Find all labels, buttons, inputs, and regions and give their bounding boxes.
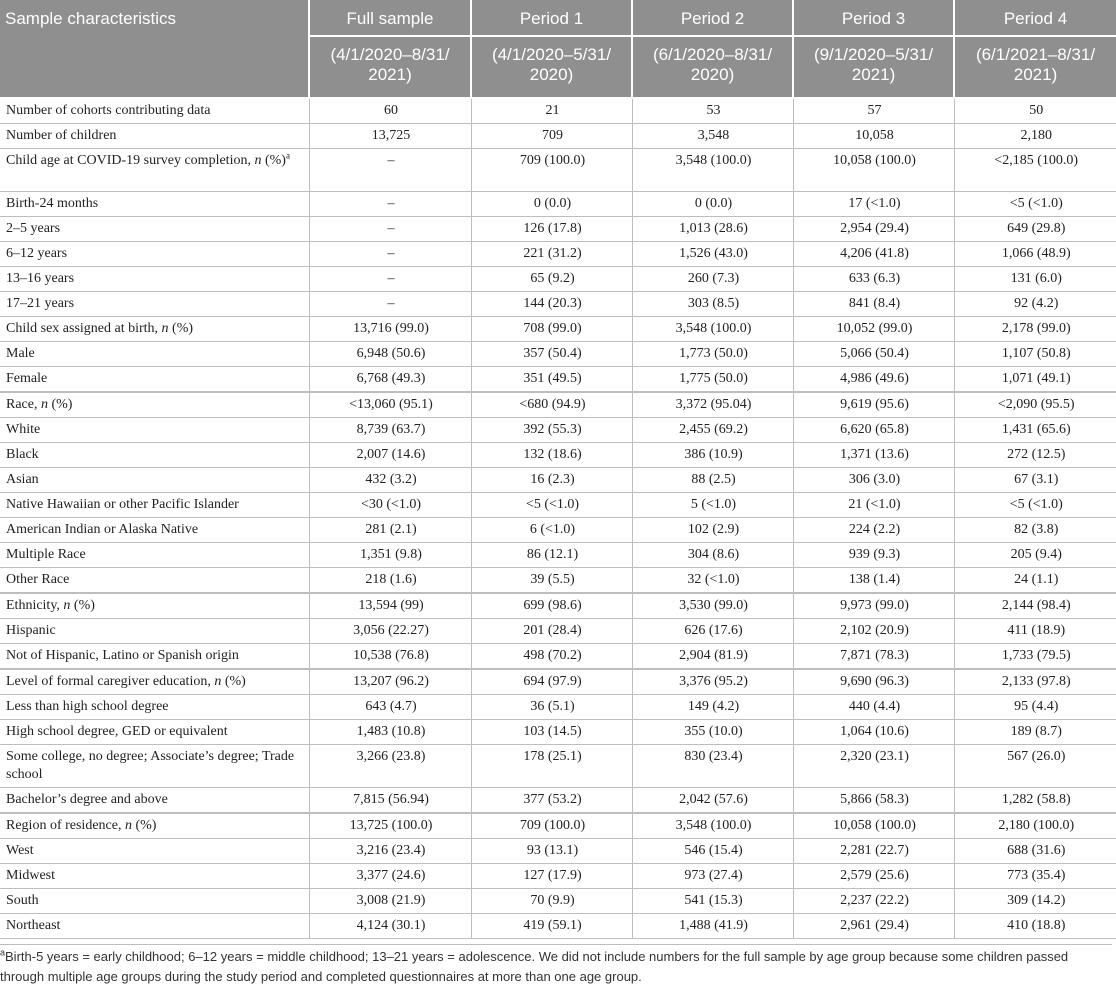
cell-period-2: 88 (2.5) — [632, 468, 793, 493]
cell-period-4: 411 (18.9) — [954, 619, 1116, 644]
cell-period-1: 419 (59.1) — [471, 914, 632, 939]
table-row — [0, 813, 1116, 839]
cell-period-1: 221 (31.2) — [471, 242, 632, 267]
cell-period-1: 699 (98.6) — [471, 593, 632, 619]
table-body — [0, 98, 1116, 939]
cell-full-sample: 3,056 (22.27) — [309, 619, 471, 644]
table-row — [0, 443, 1116, 468]
row-label: Native Hawaiian or other Pacific Islander — [0, 493, 309, 518]
row-label: 13–16 years — [0, 267, 309, 292]
cell-full-sample: 8,739 (63.7) — [309, 418, 471, 443]
cell-full-sample: 281 (2.1) — [309, 518, 471, 543]
table-header — [0, 0, 1116, 98]
cell-full-sample: 218 (1.6) — [309, 568, 471, 594]
cell-period-1: 127 (17.9) — [471, 864, 632, 889]
cell-period-3: 2,281 (22.7) — [793, 839, 954, 864]
cell-full-sample: 13,207 (96.2) — [309, 669, 471, 695]
header-period-1: Period 1 — [471, 0, 632, 36]
cell-period-3: 21 (<1.0) — [793, 493, 954, 518]
cell-period-2: 260 (7.3) — [632, 267, 793, 292]
cell-period-1: 21 — [471, 98, 632, 124]
header-date-line: (4/1/2020–5/31/ — [491, 45, 612, 64]
cell-period-4: 205 (9.4) — [954, 543, 1116, 568]
cell-period-2: 355 (10.0) — [632, 720, 793, 745]
cell-period-3: 57 — [793, 98, 954, 124]
table-row — [0, 124, 1116, 149]
cell-full-sample: 3,266 (23.8) — [309, 745, 471, 788]
header-period-2-dates — [632, 36, 793, 98]
cell-period-2: 149 (4.2) — [632, 695, 793, 720]
row-label: 6–12 years — [0, 242, 309, 267]
cell-period-3: 2,237 (22.2) — [793, 889, 954, 914]
cell-period-2: 1,488 (41.9) — [632, 914, 793, 939]
cell-full-sample: 432 (3.2) — [309, 468, 471, 493]
cell-period-4: 272 (12.5) — [954, 443, 1116, 468]
cell-period-4: 92 (4.2) — [954, 292, 1116, 317]
cell-period-2: 1,773 (50.0) — [632, 342, 793, 367]
cell-period-2: 3,376 (95.2) — [632, 669, 793, 695]
table-footnote — [0, 944, 1112, 987]
cell-period-1: 201 (28.4) — [471, 619, 632, 644]
cell-period-4: 2,144 (98.4) — [954, 593, 1116, 619]
header-date-line: 2020) — [529, 65, 574, 84]
header-period-1-dates — [471, 36, 632, 98]
cell-period-4: <5 (<1.0) — [954, 493, 1116, 518]
row-label: Ethnicity, n (%) — [0, 593, 309, 619]
cell-period-3: 9,619 (95.6) — [793, 392, 954, 418]
cell-full-sample: 13,594 (99) — [309, 593, 471, 619]
table-row — [0, 619, 1116, 644]
cell-period-4: 67 (3.1) — [954, 468, 1116, 493]
cell-full-sample: 6,948 (50.6) — [309, 342, 471, 367]
cell-period-1: 103 (14.5) — [471, 720, 632, 745]
cell-period-1: 16 (2.3) — [471, 468, 632, 493]
cell-period-3: 10,058 (100.0) — [793, 813, 954, 839]
header-date-line: 2021) — [368, 65, 412, 84]
table-row — [0, 864, 1116, 889]
table-row — [0, 695, 1116, 720]
cell-period-1: 351 (49.5) — [471, 367, 632, 393]
row-label: American Indian or Alaska Native — [0, 518, 309, 543]
cell-period-3: 4,206 (41.8) — [793, 242, 954, 267]
row-label: Less than high school degree — [0, 695, 309, 720]
cell-period-4: 50 — [954, 98, 1116, 124]
row-label: Asian — [0, 468, 309, 493]
cell-full-sample: 13,716 (99.0) — [309, 317, 471, 342]
cell-period-4: 2,133 (97.8) — [954, 669, 1116, 695]
cell-full-sample: 6,768 (49.3) — [309, 367, 471, 393]
cell-period-2: 2,904 (81.9) — [632, 644, 793, 670]
cell-period-1: 86 (12.1) — [471, 543, 632, 568]
cell-period-1: 0 (0.0) — [471, 192, 632, 217]
cell-period-4: 567 (26.0) — [954, 745, 1116, 788]
cell-period-4: 773 (35.4) — [954, 864, 1116, 889]
table-row — [0, 98, 1116, 124]
cell-period-1: 709 — [471, 124, 632, 149]
table-row — [0, 889, 1116, 914]
cell-full-sample: – — [309, 149, 471, 192]
row-label: 17–21 years — [0, 292, 309, 317]
cell-period-2: 32 (<1.0) — [632, 568, 793, 594]
cell-period-3: 5,866 (58.3) — [793, 788, 954, 814]
cell-period-3: 6,620 (65.8) — [793, 418, 954, 443]
row-label: Birth-24 months — [0, 192, 309, 217]
cell-period-4: 410 (18.8) — [954, 914, 1116, 939]
cell-period-1: 39 (5.5) — [471, 568, 632, 594]
cell-period-3: 440 (4.4) — [793, 695, 954, 720]
cell-full-sample: 1,483 (10.8) — [309, 720, 471, 745]
cell-period-1: 178 (25.1) — [471, 745, 632, 788]
cell-full-sample: 3,008 (21.9) — [309, 889, 471, 914]
header-date-line: (9/1/2020–5/31/ — [813, 45, 934, 64]
cell-period-4: <2,090 (95.5) — [954, 392, 1116, 418]
cell-full-sample: 1,351 (9.8) — [309, 543, 471, 568]
cell-period-3: 7,871 (78.3) — [793, 644, 954, 670]
cell-period-3: 2,954 (29.4) — [793, 217, 954, 242]
header-period-4: Period 4 — [954, 0, 1116, 36]
table-row — [0, 292, 1116, 317]
cell-period-4: 2,180 (100.0) — [954, 813, 1116, 839]
cell-period-1: 709 (100.0) — [471, 813, 632, 839]
row-label: Northeast — [0, 914, 309, 939]
header-full-sample-dates — [309, 36, 471, 98]
cell-period-4: 1,733 (79.5) — [954, 644, 1116, 670]
cell-period-1: 357 (50.4) — [471, 342, 632, 367]
cell-period-2: 830 (23.4) — [632, 745, 793, 788]
table-row — [0, 367, 1116, 393]
header-sample-characteristics: Sample characteristics — [0, 0, 309, 98]
row-label: Race, n (%) — [0, 392, 309, 418]
cell-period-3: 2,961 (29.4) — [793, 914, 954, 939]
table-row — [0, 392, 1116, 418]
header-date-line: 2021) — [1013, 65, 1058, 84]
table-row — [0, 568, 1116, 594]
table-row — [0, 242, 1116, 267]
cell-period-2: 0 (0.0) — [632, 192, 793, 217]
cell-period-2: 3,548 — [632, 124, 793, 149]
table-row — [0, 839, 1116, 864]
cell-period-2: 386 (10.9) — [632, 443, 793, 468]
row-label: Hispanic — [0, 619, 309, 644]
row-label: 2–5 years — [0, 217, 309, 242]
cell-period-3: 633 (6.3) — [793, 267, 954, 292]
row-label: West — [0, 839, 309, 864]
cell-full-sample: – — [309, 267, 471, 292]
row-label: Not of Hispanic, Latino or Spanish origin — [0, 644, 309, 670]
row-label: Other Race — [0, 568, 309, 594]
cell-period-3: 2,320 (23.1) — [793, 745, 954, 788]
cell-full-sample: 3,216 (23.4) — [309, 839, 471, 864]
cell-period-3: 2,579 (25.6) — [793, 864, 954, 889]
cell-full-sample: 643 (4.7) — [309, 695, 471, 720]
cell-period-2: 546 (15.4) — [632, 839, 793, 864]
row-label: White — [0, 418, 309, 443]
cell-period-3: 2,102 (20.9) — [793, 619, 954, 644]
row-label: Black — [0, 443, 309, 468]
cell-period-1: 694 (97.9) — [471, 669, 632, 695]
cell-period-2: 2,042 (57.6) — [632, 788, 793, 814]
cell-period-3: 224 (2.2) — [793, 518, 954, 543]
cell-period-1: 709 (100.0) — [471, 149, 632, 192]
cell-full-sample: 13,725 (100.0) — [309, 813, 471, 839]
cell-period-3: 1,064 (10.6) — [793, 720, 954, 745]
cell-period-4: 1,282 (58.8) — [954, 788, 1116, 814]
row-label: Region of residence, n (%) — [0, 813, 309, 839]
cell-period-3: 9,690 (96.3) — [793, 669, 954, 695]
header-period-3: Period 3 — [793, 0, 954, 36]
cell-full-sample: 3,377 (24.6) — [309, 864, 471, 889]
cell-period-3: 4,986 (49.6) — [793, 367, 954, 393]
cell-period-4: 1,107 (50.8) — [954, 342, 1116, 367]
row-label: Number of cohorts contributing data — [0, 98, 309, 124]
table-row — [0, 788, 1116, 814]
header-date-line: 2020) — [690, 65, 735, 84]
cell-period-4: <2,185 (100.0) — [954, 149, 1116, 192]
header-period-2: Period 2 — [632, 0, 793, 36]
cell-full-sample: 10,538 (76.8) — [309, 644, 471, 670]
table-row — [0, 914, 1116, 939]
cell-period-1: 36 (5.1) — [471, 695, 632, 720]
row-label: Child age at COVID-19 survey completion, n (%)$^a$ — [0, 149, 309, 192]
cell-period-1: 377 (53.2) — [471, 788, 632, 814]
cell-period-4: 2,178 (99.0) — [954, 317, 1116, 342]
cell-period-1: 93 (13.1) — [471, 839, 632, 864]
row-label: Child sex assigned at birth, n (%) — [0, 317, 309, 342]
row-label: Male — [0, 342, 309, 367]
table-row — [0, 342, 1116, 367]
table-row — [0, 468, 1116, 493]
cell-period-2: 3,548 (100.0) — [632, 317, 793, 342]
cell-period-1: 144 (20.3) — [471, 292, 632, 317]
cell-period-2: 541 (15.3) — [632, 889, 793, 914]
cell-full-sample: – — [309, 192, 471, 217]
table-row — [0, 644, 1116, 670]
cell-full-sample: 2,007 (14.6) — [309, 443, 471, 468]
table-row — [0, 669, 1116, 695]
row-label: Multiple Race — [0, 543, 309, 568]
row-label: Midwest — [0, 864, 309, 889]
cell-period-2: 973 (27.4) — [632, 864, 793, 889]
table-row — [0, 149, 1116, 192]
row-label: Bachelor’s degree and above — [0, 788, 309, 814]
cell-period-1: 708 (99.0) — [471, 317, 632, 342]
cell-period-4: 189 (8.7) — [954, 720, 1116, 745]
cell-period-2: 304 (8.6) — [632, 543, 793, 568]
header-period-4-dates — [954, 36, 1116, 98]
cell-period-4: <5 (<1.0) — [954, 192, 1116, 217]
cell-period-4: 688 (31.6) — [954, 839, 1116, 864]
table-row — [0, 192, 1116, 217]
cell-full-sample: – — [309, 217, 471, 242]
cell-period-1: 132 (18.6) — [471, 443, 632, 468]
row-label: Female — [0, 367, 309, 393]
cell-full-sample: 13,725 — [309, 124, 471, 149]
cell-period-1: <680 (94.9) — [471, 392, 632, 418]
cell-period-4: 95 (4.4) — [954, 695, 1116, 720]
row-label: High school degree, GED or equivalent — [0, 720, 309, 745]
cell-period-2: 3,548 (100.0) — [632, 149, 793, 192]
cell-period-1: 70 (9.9) — [471, 889, 632, 914]
cell-full-sample: – — [309, 292, 471, 317]
cell-period-2: 3,548 (100.0) — [632, 813, 793, 839]
cell-full-sample: 60 — [309, 98, 471, 124]
header-date-line: (4/1/2020–8/31/ — [330, 45, 450, 64]
cell-period-1: <5 (<1.0) — [471, 493, 632, 518]
cell-period-3: 841 (8.4) — [793, 292, 954, 317]
row-label: Level of formal caregiver education, n (%) — [0, 669, 309, 695]
cell-period-3: 10,058 (100.0) — [793, 149, 954, 192]
row-label: Some college, no degree; Associate’s degree; Trade school — [0, 745, 309, 788]
cell-full-sample: 7,815 (56.94) — [309, 788, 471, 814]
cell-period-3: 9,973 (99.0) — [793, 593, 954, 619]
table-row — [0, 745, 1116, 788]
cell-full-sample: 4,124 (30.1) — [309, 914, 471, 939]
cell-period-1: 498 (70.2) — [471, 644, 632, 670]
cell-period-2: 5 (<1.0) — [632, 493, 793, 518]
table-row — [0, 720, 1116, 745]
row-label: South — [0, 889, 309, 914]
cell-period-2: 3,372 (95.04) — [632, 392, 793, 418]
table-row — [0, 418, 1116, 443]
table-row — [0, 518, 1116, 543]
cell-full-sample: <13,060 (95.1) — [309, 392, 471, 418]
cell-period-2: 626 (17.6) — [632, 619, 793, 644]
cell-period-1: 6 (<1.0) — [471, 518, 632, 543]
footnote-text: Birth-5 years = early childhood; 6–12 years = middle childhood; 13–21 years = adolescence. We did not include numbers for the full sample by age group because some children passed through multiple age groups during the study period and completed questionnaires at more than one age group. — [0, 949, 1069, 984]
header-full-sample: Full sample — [309, 0, 471, 36]
cell-period-4: 131 (6.0) — [954, 267, 1116, 292]
row-label: Number of children — [0, 124, 309, 149]
cell-period-4: 309 (14.2) — [954, 889, 1116, 914]
cell-period-1: 65 (9.2) — [471, 267, 632, 292]
cell-period-4: 1,066 (48.9) — [954, 242, 1116, 267]
table-row — [0, 543, 1116, 568]
cell-period-2: 1,775 (50.0) — [632, 367, 793, 393]
cell-period-4: 1,071 (49.1) — [954, 367, 1116, 393]
cell-period-2: 102 (2.9) — [632, 518, 793, 543]
footnote-ref: a — [285, 150, 290, 161]
cell-period-2: 1,526 (43.0) — [632, 242, 793, 267]
cell-period-1: 126 (17.8) — [471, 217, 632, 242]
cell-full-sample: <30 (<1.0) — [309, 493, 471, 518]
cell-period-2: 3,530 (99.0) — [632, 593, 793, 619]
cell-period-2: 1,013 (28.6) — [632, 217, 793, 242]
cell-full-sample: – — [309, 242, 471, 267]
footnote-mark: a — [0, 947, 6, 958]
cell-period-2: 53 — [632, 98, 793, 124]
cell-period-2: 303 (8.5) — [632, 292, 793, 317]
header-date-line: (6/1/2020–8/31/ — [652, 45, 773, 64]
cell-period-2: 2,455 (69.2) — [632, 418, 793, 443]
header-row-titles — [0, 0, 1116, 36]
cell-period-3: 5,066 (50.4) — [793, 342, 954, 367]
table-row — [0, 217, 1116, 242]
table-row — [0, 317, 1116, 342]
table-row — [0, 267, 1116, 292]
cell-period-3: 17 (<1.0) — [793, 192, 954, 217]
cell-period-4: 649 (29.8) — [954, 217, 1116, 242]
cell-period-4: 82 (3.8) — [954, 518, 1116, 543]
cell-period-3: 939 (9.3) — [793, 543, 954, 568]
cell-period-3: 1,371 (13.6) — [793, 443, 954, 468]
table-row — [0, 593, 1116, 619]
header-date-line: (6/1/2021–8/31/ — [975, 45, 1096, 64]
cell-period-4: 2,180 — [954, 124, 1116, 149]
header-date-line: 2021) — [851, 65, 896, 84]
cell-period-4: 1,431 (65.6) — [954, 418, 1116, 443]
cell-period-3: 138 (1.4) — [793, 568, 954, 594]
table-row — [0, 493, 1116, 518]
cell-period-4: 24 (1.1) — [954, 568, 1116, 594]
cell-period-3: 10,058 — [793, 124, 954, 149]
header-period-3-dates — [793, 36, 954, 98]
cell-period-3: 306 (3.0) — [793, 468, 954, 493]
cell-period-1: 392 (55.3) — [471, 418, 632, 443]
cell-period-3: 10,052 (99.0) — [793, 317, 954, 342]
